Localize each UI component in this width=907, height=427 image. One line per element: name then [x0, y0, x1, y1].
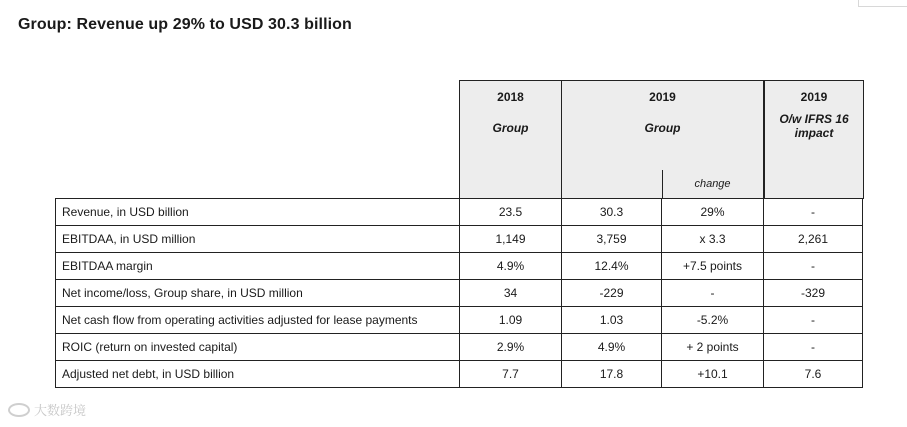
cell-ifrs: - [764, 334, 863, 361]
cell-change: x 3.3 [662, 226, 764, 253]
cell-2018: 1.09 [460, 307, 562, 334]
window-corner [858, 0, 907, 7]
cell-2018: 7.7 [460, 361, 562, 388]
table-row [56, 280, 863, 307]
page-title: Group: Revenue up 29% to USD 30.3 billion [18, 16, 352, 33]
table-row [56, 253, 863, 280]
cell-change: -5.2% [662, 307, 764, 334]
cell-2019: 1.03 [562, 307, 662, 334]
header-label: O/w IFRS 16 impact [779, 112, 849, 140]
header-2018-group [459, 80, 562, 199]
header-year: 2019 [800, 90, 828, 104]
cell-2018: 34 [460, 280, 562, 307]
cell-2019: 12.4% [562, 253, 662, 280]
row-label: Adjusted net debt, in USD billion [56, 361, 460, 388]
header-2019-ifrs [764, 80, 864, 199]
table-row [56, 199, 863, 226]
financial-table [55, 198, 863, 388]
table-row [56, 334, 863, 361]
cell-ifrs: 7.6 [764, 361, 863, 388]
watermark [8, 400, 86, 419]
watermark-logo-icon [8, 403, 30, 417]
cell-2019: 17.8 [562, 361, 662, 388]
cell-2018: 1,149 [460, 226, 562, 253]
row-label: Revenue, in USD billion [56, 199, 460, 226]
header-label: Group [492, 121, 529, 135]
cell-change: +10.1 [662, 361, 764, 388]
cell-change: +7.5 points [662, 253, 764, 280]
cell-ifrs: - [764, 253, 863, 280]
row-label: Net cash flow from operating activities adjusted for lease payments [56, 307, 460, 334]
header-change-label: change [694, 178, 731, 190]
cell-2018: 23.5 [460, 199, 562, 226]
header-2019-group [561, 80, 764, 199]
header-year: 2019 [649, 90, 676, 104]
cell-ifrs: 2,261 [764, 226, 863, 253]
cell-2018: 2.9% [460, 334, 562, 361]
header-year: 2018 [497, 90, 524, 104]
cell-2018: 4.9% [460, 253, 562, 280]
cell-ifrs: -329 [764, 280, 863, 307]
table-row [56, 307, 863, 334]
table-row [56, 361, 863, 388]
cell-ifrs: - [764, 199, 863, 226]
cell-2019: 3,759 [562, 226, 662, 253]
watermark-text: 大数跨境 [34, 403, 87, 418]
row-label: Net income/loss, Group share, in USD million [56, 280, 460, 307]
cell-change: 29% [662, 199, 764, 226]
table-row [56, 226, 863, 253]
cell-change: - [662, 280, 764, 307]
header-label: Group [644, 121, 681, 135]
row-label: ROIC (return on invested capital) [56, 334, 460, 361]
row-label: EBITDAA margin [56, 253, 460, 280]
cell-2019: -229 [562, 280, 662, 307]
cell-ifrs: - [764, 307, 863, 334]
cell-2019: 4.9% [562, 334, 662, 361]
cell-2019: 30.3 [562, 199, 662, 226]
row-label: EBITDAA, in USD million [56, 226, 460, 253]
cell-change: + 2 points [662, 334, 764, 361]
